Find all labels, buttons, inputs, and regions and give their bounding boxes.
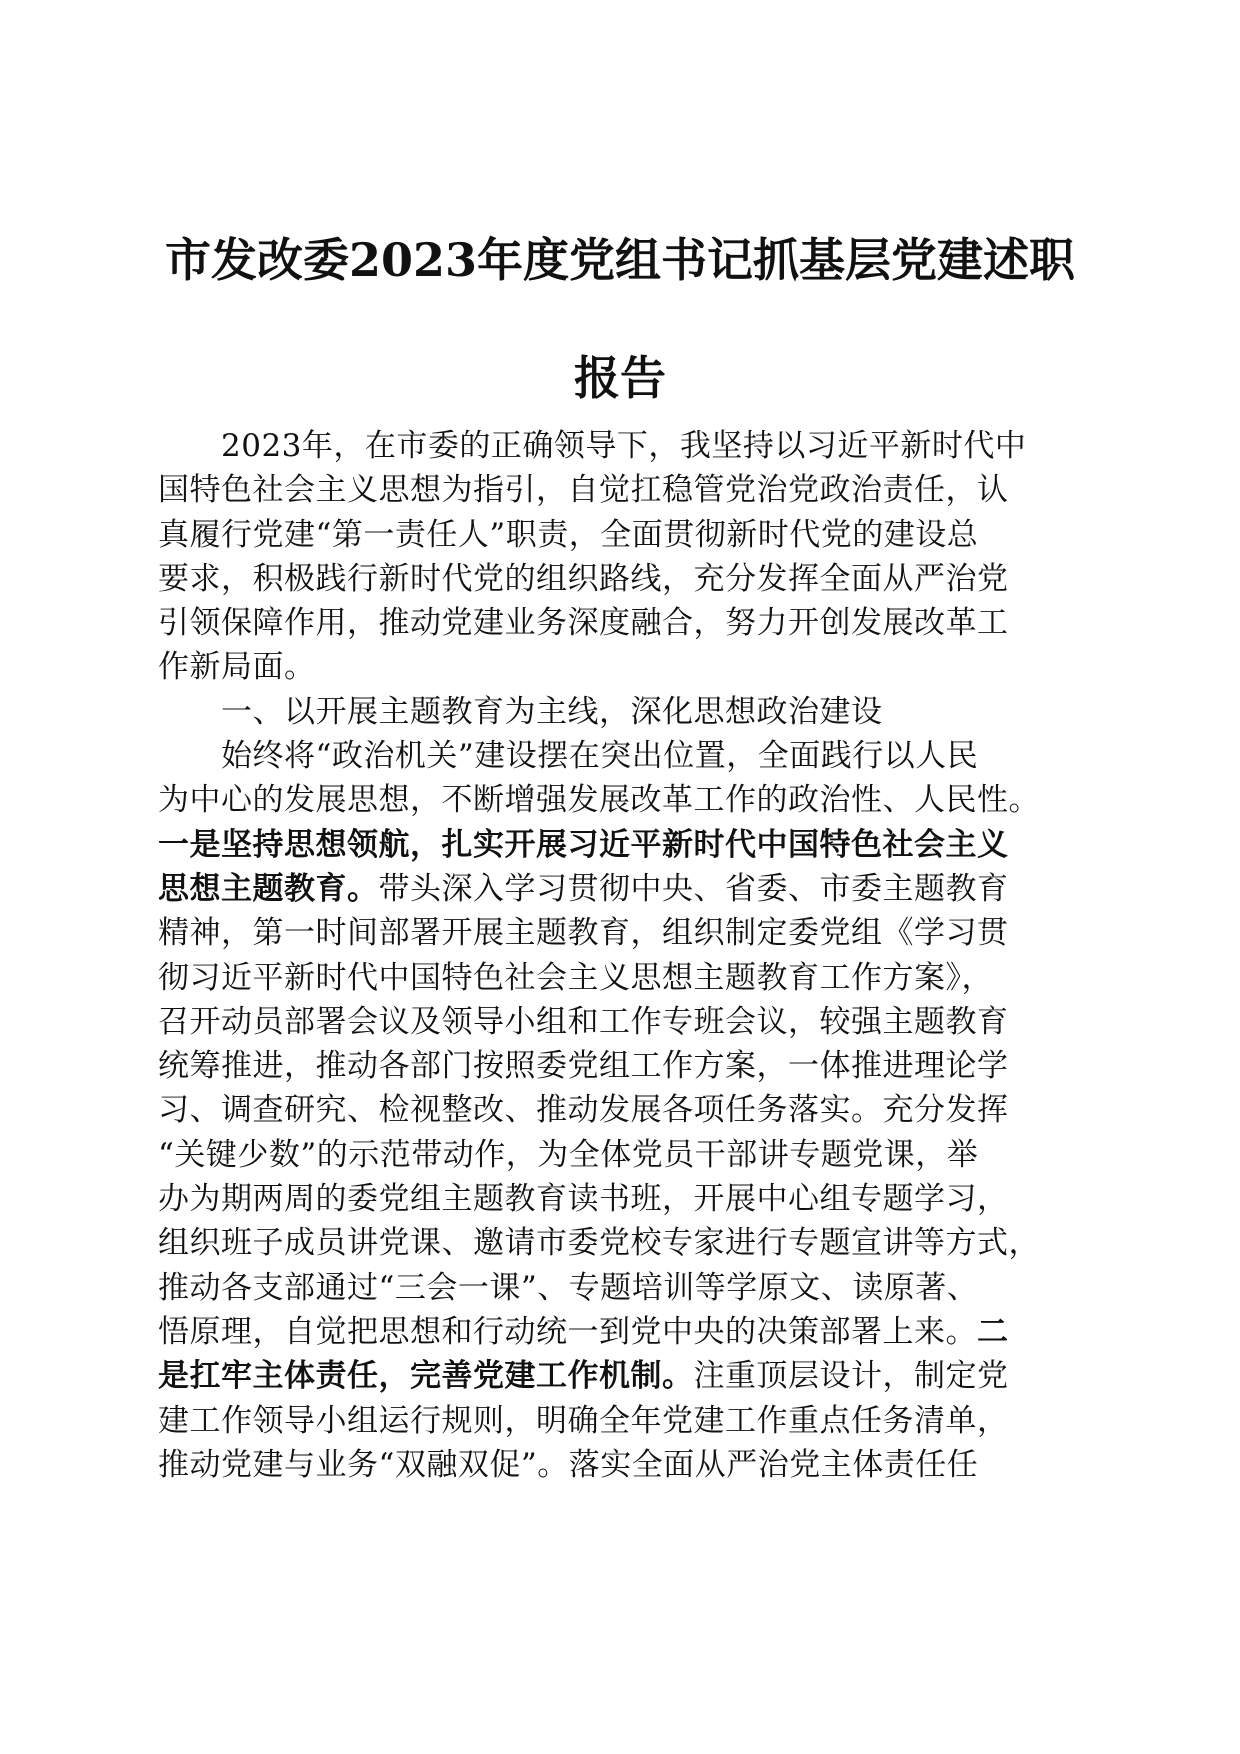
- text-segment: 始终将“政治机关”建设摆在突出位置，全面践行以人民: [158, 738, 979, 775]
- text-segment: 2023年，在市委的正确领导下，我坚持以习近平新时代中: [158, 428, 1027, 464]
- text-segment: 建工作领导小组运行规则，明确全年党建工作重点任务清单，: [158, 1402, 1009, 1439]
- body-line: [158, 956, 1098, 1000]
- body-line: [158, 1443, 1098, 1487]
- body-line: [158, 911, 1098, 955]
- text-segment: 引领保障作用，推动党建业务深度融合，努力开创发展改革工: [158, 605, 1009, 642]
- body-line: [158, 823, 1098, 867]
- body-line: [158, 1133, 1098, 1177]
- body-line: [158, 424, 1098, 468]
- body-line: [158, 1088, 1098, 1132]
- bold-text-segment: 二: [977, 1313, 1009, 1350]
- document-title-line-1: 市发改委2023年度党组书记抓基层党建述职: [164, 233, 1076, 287]
- text-segment: “关键少数”的示范带动作，为全体党员干部讲专题党课，举: [158, 1136, 979, 1173]
- body-line: [158, 1177, 1098, 1221]
- text-segment: 注重顶层设计，制定党: [693, 1358, 1009, 1395]
- text-segment: 一、以开展主题教育为主线，深化思想政治建设: [158, 693, 883, 730]
- body-line: [158, 734, 1098, 778]
- body-line: [158, 513, 1098, 557]
- text-segment: 精神，第一时间部署开展主题教育，组织制定委党组《学习贯: [158, 915, 1009, 952]
- document-title-line-2: 报告: [574, 351, 666, 405]
- body-line: [158, 645, 1098, 689]
- text-segment: 办为期两周的委党组主题教育读书班，开展中心组专题学习，: [158, 1181, 1009, 1218]
- body-line: [158, 1221, 1098, 1265]
- text-segment: 统筹推进，推动各部门按照委党组工作方案，一体推进理论学: [158, 1048, 1009, 1085]
- body-line: [158, 1354, 1098, 1398]
- text-segment: 真履行党建“第一责任人”职责，全面贯彻新时代党的建设总: [158, 516, 979, 553]
- body-line: [158, 601, 1098, 645]
- document-body: [158, 424, 1098, 1487]
- bold-text-segment: 是扛牢主体责任，完善党建工作机制。: [158, 1358, 694, 1395]
- text-segment: 悟原理，自觉把思想和行动统一到党中央的决策部署上来。: [158, 1313, 977, 1350]
- bold-text-segment: 一是坚持思想领航，扎实开展习近平新时代中国特色社会主义: [158, 826, 1009, 863]
- text-segment: 为中心的发展思想，不断增强发展改革工作的政治性、人民性。: [158, 782, 1040, 819]
- text-segment: 推动各支部通过“三会一课”、专题培训等学原文、读原著、: [158, 1269, 979, 1306]
- body-line: [158, 867, 1098, 911]
- text-segment: 作新局面。: [158, 649, 316, 686]
- body-line: [158, 557, 1098, 601]
- body-line: [158, 778, 1098, 822]
- text-segment: 召开动员部署会议及领导小组和工作专班会议，较强主题教育: [158, 1003, 1009, 1040]
- text-segment: 习、调查研究、检视整改、推动发展各项任务落实。充分发挥: [158, 1092, 1009, 1129]
- text-segment: 推动党建与业务“双融双促”。落实全面从严治党主体责任任: [158, 1446, 979, 1483]
- bold-text-segment: 思想主题教育。: [158, 870, 379, 907]
- body-line: [158, 1266, 1098, 1310]
- text-segment: 国特色社会主义思想为指引，自觉扛稳管党治党政治责任，认: [158, 472, 1009, 509]
- text-segment: 彻习近平新时代中国特色社会主义思想主题教育工作方案》，: [158, 959, 993, 996]
- text-segment: 组织班子成员讲党课、邀请市委党校专家进行专题宣讲等方式，: [158, 1225, 1040, 1262]
- text-segment: 带头深入学习贯彻中央、省委、市委主题教育: [378, 870, 1009, 907]
- body-line: [158, 1044, 1098, 1088]
- body-line: [158, 1000, 1098, 1044]
- text-segment: 要求，积极践行新时代党的组织路线，充分发挥全面从严治党: [158, 560, 1009, 597]
- body-line: [158, 1310, 1098, 1354]
- body-line: [158, 690, 1098, 734]
- body-line: [158, 1399, 1098, 1443]
- body-line: [158, 468, 1098, 512]
